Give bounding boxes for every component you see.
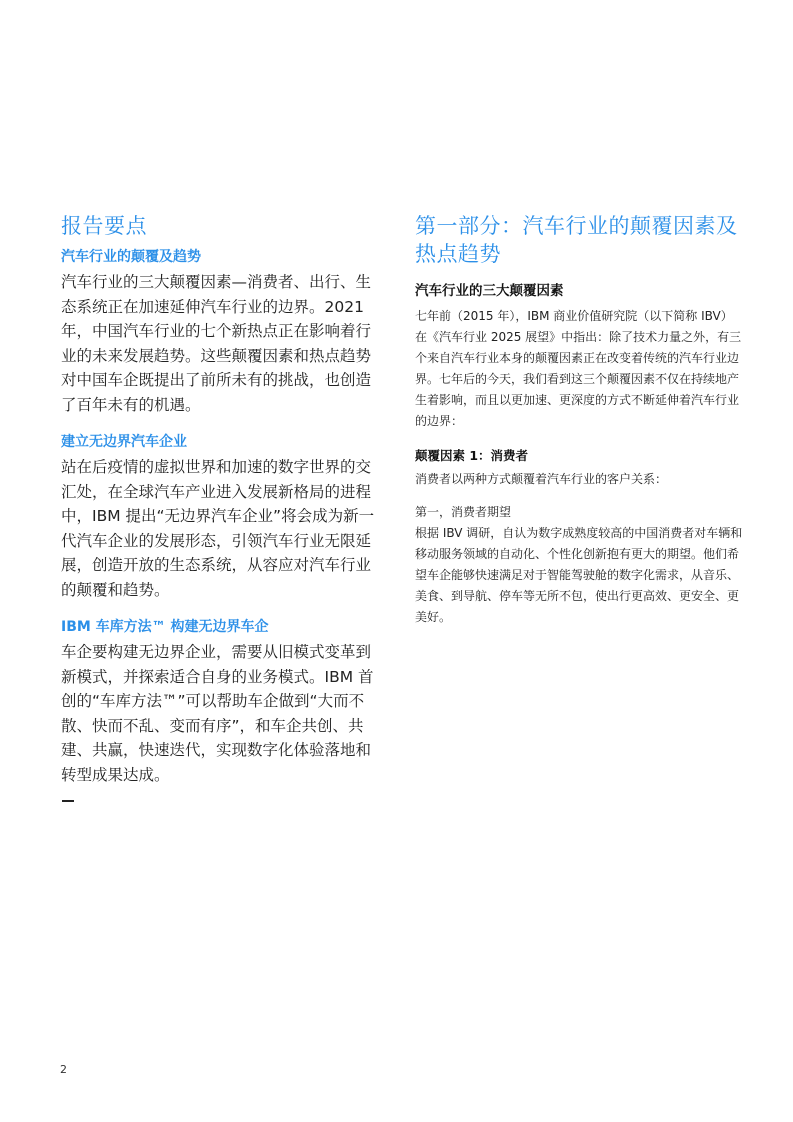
part-one-heading: 第一部分：汽车行业的颠覆因素及热点趋势: [415, 214, 738, 266]
key-points-column: [61, 212, 381, 802]
factor-1-title: 颠覆因素 1：消费者: [415, 448, 529, 463]
section-subtitle-boundaryless: 建立无边界汽车企业: [61, 434, 187, 450]
page-number: 2: [60, 1063, 67, 1076]
point-1-body: 根据 IBV 调研，自认为数字成熟度较高的中国消费者对车辆和移动服务领域的自动化、个性化创新抱有更大的期望。他们希望车企能够快速满足对于智能驾驶舱的数字化需求，从音乐、美食、到导航、停车等无所不包，使出行更高效、更安全、更美好。: [415, 526, 743, 624]
key-points-heading: 报告要点: [61, 214, 147, 238]
point-1-title: 第一，消费者期望: [415, 505, 512, 519]
section-body-garage-method: 车企要构建无边界企业，需要从旧模式变革到新模式，并探索适合自身的业务模式。IBM 首创的“车库方法™”可以帮助车企做到“大而不散、快而不乱、变而有序”，和车企共创、共建、共赢，快速迭代，实现数字化体验落地和转型成果达成。: [61, 643, 374, 784]
section-subtitle-garage-method: IBM 车库方法™ 构建无边界车企: [61, 619, 269, 635]
section-body-boundaryless: 站在后疫情的虚拟世界和加速的数字世界的交汇处，在全球汽车产业进入发展新格局的进程中，IBM 提出“无边界汽车企业”将会成为新一代汽车企业的发展形态，引领汽车行业无限延展，创造开放的生态系统，从容应对汽车行业的颠覆和趋势。: [61, 458, 375, 599]
section-body-disruption: 汽车行业的三大颠覆因素—消费者、出行、生态系统正在加速延伸汽车行业的边界。2021年，中国汽车行业的七个新热点正在影响着行业的未来发展趋势。这些颠覆因素和热点趋势对中国车企既提出了前所未有的挑战，也创造了百年未有的机遇。: [61, 273, 372, 414]
section-subtitle-disruption: 汽车行业的颠覆及趋势: [61, 249, 201, 265]
three-disruptors-intro: 七年前（2015 年），IBM 商业价值研究院（以下简称 IBV）在《汽车行业 2025 展望》中指出：除了技术力量之外，有三个来自汽车行业本身的颠覆因素正在改变着传统的汽车行业边界。七年后的今天，我们看到这三个颠覆因素不仅在持续地产生着影响，而且以更加速、更深度的方式不断延伸着汽车行业的边界：: [415, 309, 742, 428]
section-end-dash: [62, 800, 74, 802]
factor-1-intro: 消费者以两种方式颠覆着汽车行业的客户关系：: [415, 472, 668, 486]
three-disruptors-title: 汽车行业的三大颠覆因素: [415, 283, 564, 299]
part-one-column: [415, 212, 743, 628]
